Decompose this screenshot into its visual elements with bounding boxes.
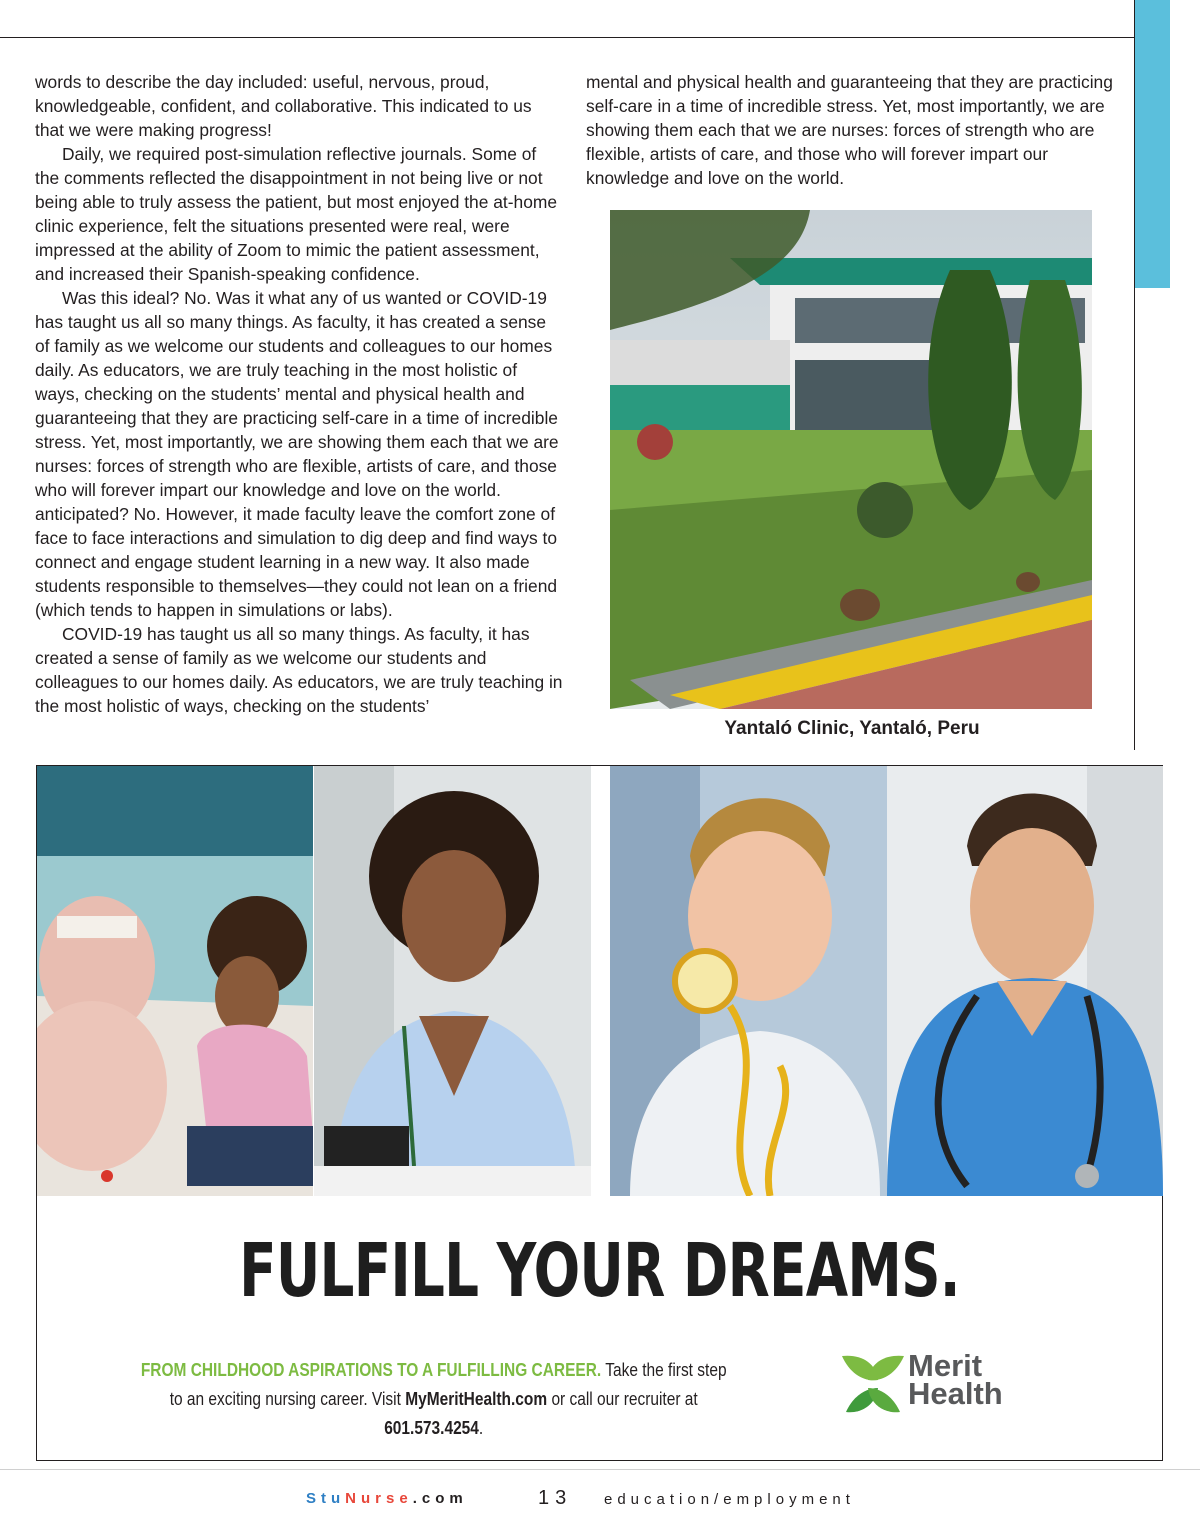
page-footer — [0, 1487, 1200, 1517]
footer-section-label: education/employment — [604, 1491, 855, 1508]
footer-site-com: .com — [412, 1490, 468, 1507]
photo-caption: Yantaló Clinic, Yantaló, Peru — [724, 718, 980, 739]
article-left-column — [35, 70, 565, 718]
column-rule — [1134, 0, 1135, 750]
footer-site-name — [306, 1490, 468, 1507]
ad-body-text: Take the first step to an exciting nursing career. Visit — [169, 1360, 727, 1409]
merit-health-leaf-icon — [840, 1352, 906, 1416]
article-paragraph: Was this ideal? No. Was it what any of us wanted or COVID-19 has taught us all so many things. As faculty, it has created a sense of family as we welcome our students and colleagues to our homes daily. As educators, we are truly teaching in the most holistic of ways, checking on the students’ mental and physical health and guaranteeing that they are practicing self-care in a time of incredible stress. Yet, most importantly, we are showing them each that we are nurses: forces of strength who are flexible, artists of care, and those who will forever impart our knowledge and love on the world. anticipated? No. However, it made faculty leave the comfort zone of face to face interactions and simulation to dig deep and find ways to connect and engage student learning in a new way. It also made students responsible to themselves—they could not lean on a friend (which tends to happen in simulations or labs). — [35, 288, 559, 620]
article-paragraph: words to describe the day included: useful, nervous, proud, knowledgeable, confident, and collaborative. This indicated to us that we were making progress! — [35, 72, 532, 140]
child-with-teddy-bear-photo — [37, 766, 313, 1196]
ad-body-text: . — [478, 1418, 484, 1438]
clinic-photo — [610, 210, 1092, 709]
footer-rule — [0, 1469, 1200, 1470]
boy-with-stethoscope-photo — [610, 766, 887, 1196]
top-rule — [0, 37, 1134, 38]
female-nurse-photo — [314, 766, 591, 1196]
article-paragraph: Daily, we required post-simulation reflective journals. Some of the comments reflected the disappointment in not being live or not being able to truly assess the patient, but most enjoyed the at-home clinic experience, felt the situations presented were real, were impressed at the ability of Zoom to mimic the patient assessment, and increased their Spanish-speaking confidence. — [35, 144, 558, 284]
ad-body-copy — [137, 1356, 730, 1443]
section-side-tab — [1134, 0, 1170, 288]
merit-health-logo — [840, 1348, 1020, 1416]
logo-line: Merit — [908, 1348, 983, 1383]
ad-headline: FULFILL YOUR DREAMS. — [239, 1228, 960, 1314]
article-right-column — [586, 70, 1116, 190]
footer-site-nurse: Nurse — [345, 1490, 413, 1507]
ad-body-text: or call our recruiter at — [547, 1389, 698, 1409]
ad-phone-number[interactable]: 601.573.4254 — [384, 1418, 479, 1438]
article-paragraph: COVID-19 has taught us all so many things. As faculty, it has created a sense of family as we welcome our students and colleagues to our homes daily. As educators, we are truly teaching in the most holistic of ways, checking on the students’ — [35, 624, 563, 716]
logo-line: Health — [908, 1376, 1003, 1411]
footer-site-stu: Stu — [306, 1490, 346, 1507]
article-paragraph: mental and physical health and guaranteeing that they are practicing self-care in a time of incredible stress. Yet, most importantly, we are showing them each that we are nurses: forces of strength who are flexible, artists of care, and those who will forever impart our knowledge and love on the world. — [586, 72, 1113, 188]
page-number: 13 — [538, 1487, 573, 1509]
ad-tagline: FROM CHILDHOOD ASPIRATIONS TO A FULFILLING CAREER. — [140, 1360, 602, 1380]
merit-health-advertisement — [36, 765, 1163, 1461]
ad-website-link[interactable]: MyMeritHealth.com — [405, 1389, 548, 1409]
merit-health-logo-text — [908, 1348, 1003, 1411]
male-nurse-photo — [887, 766, 1163, 1196]
